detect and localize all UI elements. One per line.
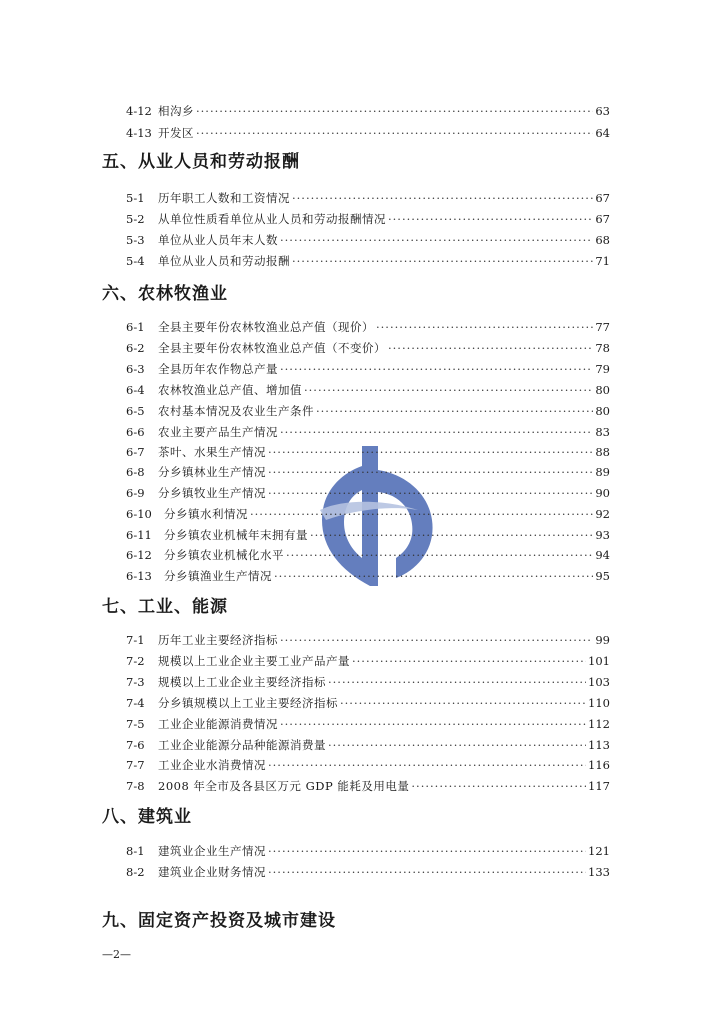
toc-entry[interactable] — [126, 381, 610, 399]
toc-entry-number: 5-2 — [126, 212, 145, 226]
section-heading: 七、工业、能源 — [102, 597, 228, 617]
toc-entry-page: 93 — [595, 528, 610, 542]
toc-leader-dots — [388, 339, 593, 357]
toc-leader-dots — [292, 252, 593, 270]
toc-entry-page: 95 — [595, 569, 610, 583]
toc-entry-page: 67 — [595, 212, 610, 226]
toc-entry[interactable] — [126, 526, 610, 544]
toc-leader-dots — [388, 210, 593, 228]
toc-entry-number: 6-12 — [126, 548, 152, 562]
toc-entry-title: 工业企业能源分品种能源消费量 — [158, 738, 326, 752]
toc-entry-title: 分乡镇牧业生产情况 — [158, 486, 266, 500]
toc-entry[interactable] — [126, 360, 610, 378]
toc-entry-page: 133 — [588, 865, 610, 879]
toc-entry-number: 6-6 — [126, 425, 145, 439]
toc-leader-dots — [280, 715, 586, 733]
toc-leader-dots — [328, 673, 586, 691]
toc-entry-number: 5-4 — [126, 254, 145, 268]
toc-entry-title: 全县主要年份农林牧渔业总产值（现价） — [158, 320, 374, 334]
toc-entry-title: 建筑业企业财务情况 — [158, 865, 266, 879]
toc-entry-page: 79 — [595, 362, 610, 376]
toc-entry-number: 8-2 — [126, 865, 145, 879]
toc-leader-dots — [268, 443, 593, 461]
toc-entry[interactable] — [126, 505, 610, 523]
toc-entry[interactable] — [126, 231, 610, 249]
toc-entry[interactable] — [126, 484, 610, 502]
toc-entry[interactable] — [126, 402, 610, 420]
toc-leader-dots — [340, 694, 586, 712]
toc-leader-dots — [376, 318, 593, 336]
toc-entry[interactable] — [126, 210, 610, 228]
toc-entry-title: 分乡镇农业机械化水平 — [164, 548, 284, 562]
toc-leader-dots — [280, 423, 593, 441]
toc-leader-dots — [292, 189, 593, 207]
toc-entry-page: 71 — [595, 254, 610, 268]
toc-entry[interactable] — [126, 252, 610, 270]
toc-entry[interactable] — [126, 567, 610, 585]
toc-entry-page: 113 — [588, 738, 610, 752]
toc-entry-number: 4-13 — [126, 126, 152, 140]
toc-entry-title: 相沟乡 — [158, 104, 194, 118]
toc-leader-dots — [286, 546, 593, 564]
toc-entry-page: 101 — [588, 654, 610, 668]
toc-leader-dots — [268, 842, 586, 860]
toc-entry-number: 7-7 — [126, 758, 145, 772]
toc-entry[interactable] — [126, 673, 610, 691]
toc-leader-dots — [316, 402, 593, 420]
toc-leader-dots — [280, 231, 593, 249]
toc-entry-title: 规模以上工业企业主要工业产品产量 — [158, 654, 350, 668]
toc-entry-title: 全县历年农作物总产量 — [158, 362, 278, 376]
section-heading: 八、建筑业 — [102, 807, 192, 827]
toc-entry-number: 7-3 — [126, 675, 145, 689]
toc-entry[interactable] — [126, 631, 610, 649]
toc-entry-title: 单位从业人员年末人数 — [158, 233, 278, 247]
toc-entry-number: 5-1 — [126, 191, 145, 205]
toc-entry-title: 分乡镇农业机械年末拥有量 — [164, 528, 308, 542]
toc-entry-number: 6-13 — [126, 569, 152, 583]
toc-entry-page: 121 — [588, 844, 610, 858]
toc-entry-number: 6-4 — [126, 383, 145, 397]
toc-entry-title: 分乡镇水利情况 — [164, 507, 248, 521]
toc-entry-number: 8-1 — [126, 844, 145, 858]
toc-entry[interactable] — [126, 842, 610, 860]
toc-leader-dots — [196, 124, 593, 142]
toc-entry-title: 农林牧渔业总产值、增加值 — [158, 383, 302, 397]
toc-leader-dots — [268, 756, 586, 774]
toc-entry[interactable] — [126, 863, 610, 881]
toc-entry-page: 110 — [588, 696, 610, 710]
toc-entry-number: 6-7 — [126, 445, 145, 459]
toc-entry[interactable] — [126, 777, 610, 795]
toc-entry-title: 规模以上工业企业主要经济指标 — [158, 675, 326, 689]
toc-entry-page: 80 — [595, 383, 610, 397]
toc-leader-dots — [268, 463, 593, 481]
toc-entry-page: 92 — [595, 507, 610, 521]
toc-entry-number: 6-3 — [126, 362, 145, 376]
toc-entry-page: 83 — [595, 425, 610, 439]
toc-entry[interactable] — [126, 694, 610, 712]
toc-entry-page: 90 — [595, 486, 610, 500]
section-heading: 五、从业人员和劳动报酬 — [102, 152, 300, 172]
toc-entry-page: 78 — [595, 341, 610, 355]
toc-entry-title: 开发区 — [158, 126, 194, 140]
toc-entry-number: 7-4 — [126, 696, 145, 710]
toc-entry-title: 农业主要产品生产情况 — [158, 425, 278, 439]
toc-leader-dots — [268, 863, 586, 881]
toc-entry[interactable] — [126, 339, 610, 357]
toc-leader-dots — [268, 484, 593, 502]
section-heading: 九、固定资产投资及城市建设 — [102, 911, 336, 931]
toc-entry-number: 7-8 — [126, 779, 145, 793]
toc-entry[interactable] — [126, 124, 610, 142]
toc-entry-page: 80 — [595, 404, 610, 418]
toc-entry-title: 茶叶、水果生产情况 — [158, 445, 266, 459]
toc-entry-title: 分乡镇规模以上工业主要经济指标 — [158, 696, 338, 710]
toc-entry-number: 4-12 — [126, 104, 152, 118]
toc-entry-number: 7-5 — [126, 717, 145, 731]
toc-entry-page: 63 — [595, 104, 610, 118]
toc-leader-dots — [411, 777, 586, 795]
toc-entry[interactable] — [126, 736, 610, 754]
toc-entry-page: 117 — [588, 779, 610, 793]
toc-entry-title: 全县主要年份农林牧渔业总产值（不变价） — [158, 341, 386, 355]
toc-entry[interactable] — [126, 102, 610, 120]
toc-leader-dots — [196, 102, 593, 120]
toc-entry[interactable] — [126, 423, 610, 441]
toc-entry-title: 分乡镇林业生产情况 — [158, 465, 266, 479]
toc-entry-number: 6-5 — [126, 404, 145, 418]
toc-leader-dots — [280, 360, 593, 378]
toc-entry-page: 94 — [595, 548, 610, 562]
toc-entry-page: 116 — [588, 758, 610, 772]
toc-entry-number: 7-6 — [126, 738, 145, 752]
toc-entry[interactable] — [126, 318, 610, 336]
toc-leader-dots — [280, 631, 593, 649]
toc-entry-number: 5-3 — [126, 233, 145, 247]
section-heading: 六、农林牧渔业 — [102, 284, 228, 304]
toc-entry-title: 分乡镇渔业生产情况 — [164, 569, 272, 583]
toc-entry[interactable] — [126, 715, 610, 733]
toc-entry-title: 2008 年全市及各县区万元 GDP 能耗及用电量 — [158, 779, 410, 793]
toc-entry-number: 7-1 — [126, 633, 145, 647]
page-number: —2— — [102, 948, 131, 961]
toc-leader-dots — [250, 505, 593, 523]
toc-entry-title: 工业企业水消费情况 — [158, 758, 266, 772]
toc-entry-number: 6-11 — [126, 528, 152, 542]
toc-leader-dots — [274, 567, 593, 585]
toc-leader-dots — [352, 652, 586, 670]
toc-entry-page: 64 — [595, 126, 610, 140]
toc-entry-title: 农村基本情况及农业生产条件 — [158, 404, 314, 418]
toc-entry[interactable] — [126, 546, 610, 564]
toc-entry-title: 历年职工人数和工资情况 — [158, 191, 290, 205]
toc-entry-page: 77 — [595, 320, 610, 334]
toc-entry-page: 88 — [595, 445, 610, 459]
toc-entry-title: 从单位性质看单位从业人员和劳动报酬情况 — [158, 212, 386, 226]
toc-entry-number: 6-8 — [126, 465, 145, 479]
toc-leader-dots — [310, 526, 593, 544]
toc-entry-title: 单位从业人员和劳动报酬 — [158, 254, 290, 268]
toc-entry-page: 112 — [588, 717, 610, 731]
toc-entry-number: 6-10 — [126, 507, 152, 521]
toc-entry-number: 7-2 — [126, 654, 145, 668]
toc-entry-page: 99 — [595, 633, 610, 647]
toc-entry[interactable] — [126, 652, 610, 670]
toc-entry[interactable] — [126, 189, 610, 207]
toc-leader-dots — [328, 736, 586, 754]
toc-entry-number: 6-1 — [126, 320, 145, 334]
toc-entry-number: 6-2 — [126, 341, 145, 355]
toc-entry[interactable] — [126, 463, 610, 481]
toc-entry-page: 68 — [595, 233, 610, 247]
toc-entry-title: 建筑业企业生产情况 — [158, 844, 266, 858]
toc-leader-dots — [304, 381, 593, 399]
toc-entry[interactable] — [126, 443, 610, 461]
toc-entry-title: 历年工业主要经济指标 — [158, 633, 278, 647]
toc-entry-page: 89 — [595, 465, 610, 479]
toc-entry-title: 工业企业能源消费情况 — [158, 717, 278, 731]
toc-entry-page: 103 — [588, 675, 610, 689]
toc-entry-page: 67 — [595, 191, 610, 205]
toc-entry-number: 6-9 — [126, 486, 145, 500]
toc-entry[interactable] — [126, 756, 610, 774]
